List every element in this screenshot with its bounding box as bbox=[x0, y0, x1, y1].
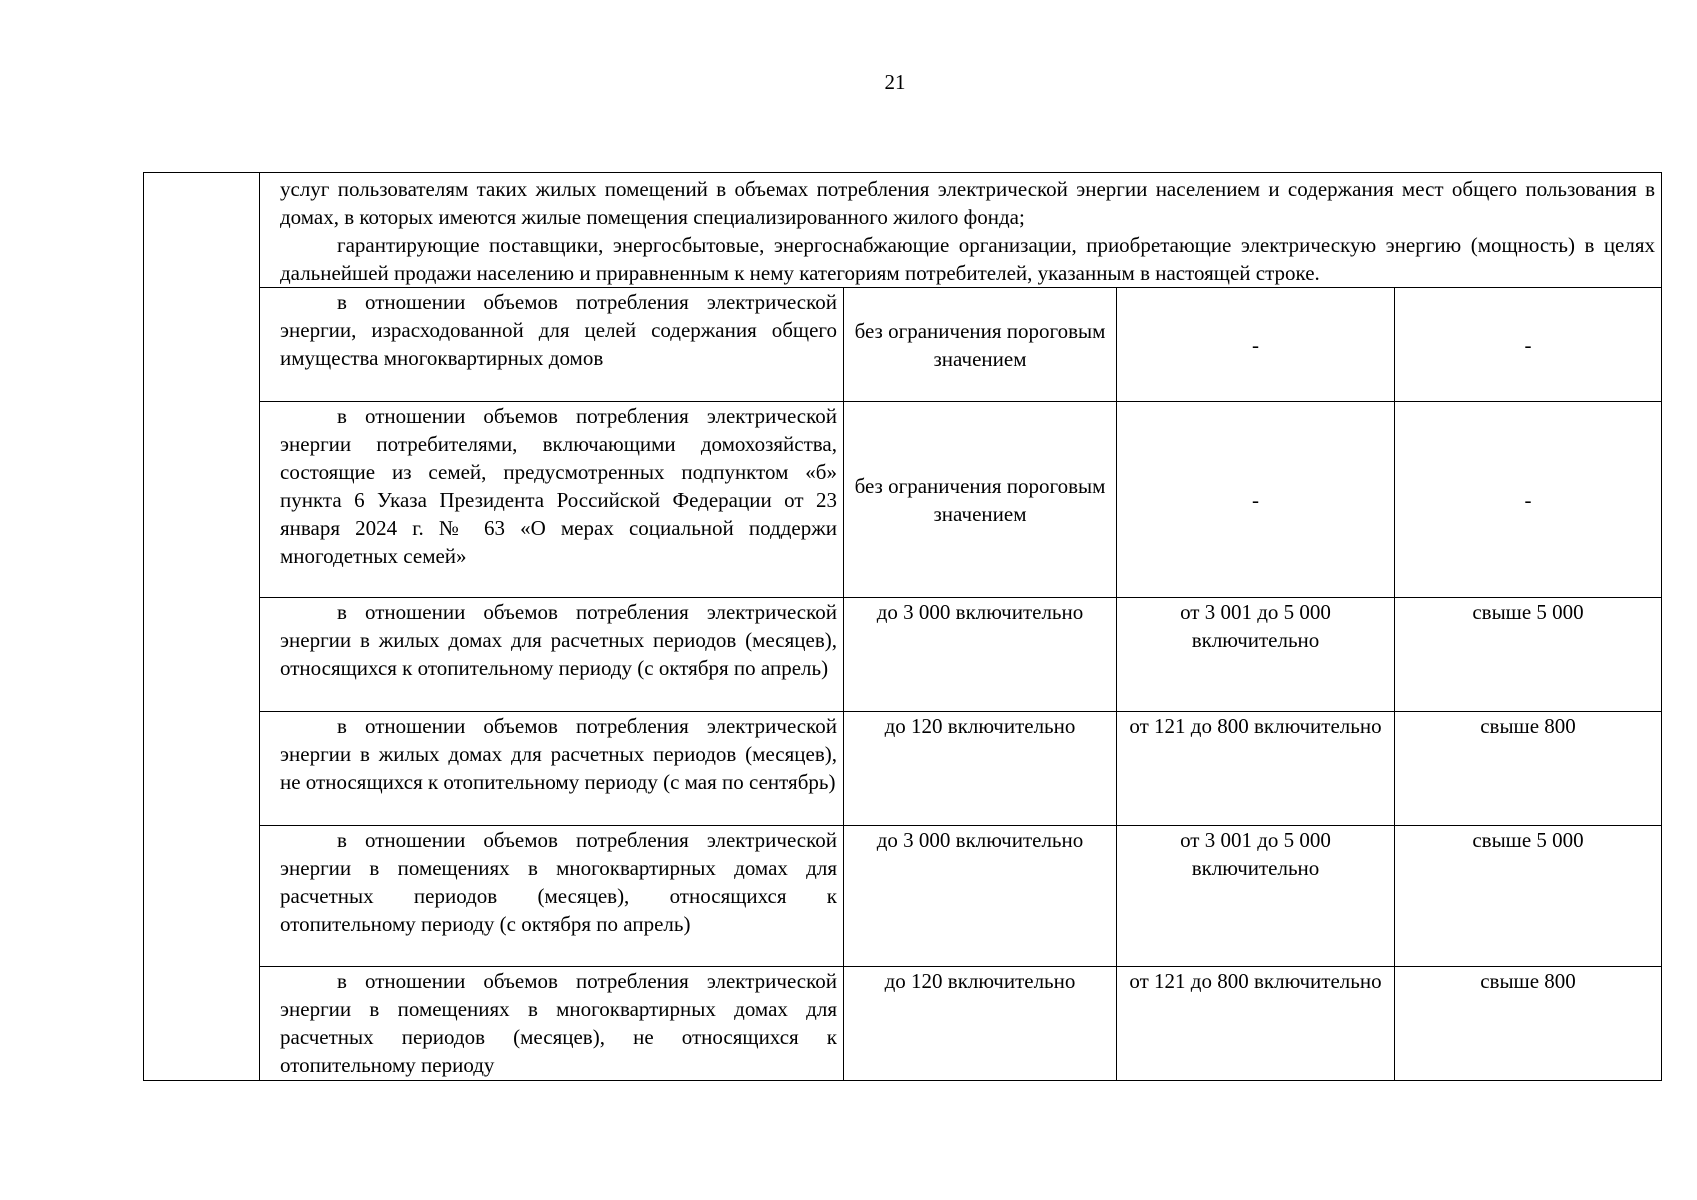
description-cell bbox=[260, 967, 844, 1081]
threshold-cell-1: до 120 включительно bbox=[844, 712, 1117, 826]
table-row bbox=[144, 402, 1662, 598]
threshold-cell-3: свыше 800 bbox=[1395, 712, 1662, 826]
page-number: 21 bbox=[884, 70, 906, 94]
description-text: в отношении объемов потребления электрической энергии потребителями, включающими домохозяйства, состоящие из семей, предусмотренных подпунктом «б» пункта 6 Указа Президента Российской Федерации от 23 января 2024 г. № 63 «О мерах социальной поддержи многодетных семей» bbox=[280, 404, 837, 568]
threshold-cell-2: от 3 001 до 5 000 включительно bbox=[1117, 598, 1395, 712]
tariff-table bbox=[143, 172, 1662, 1081]
description-text: в отношении объемов потребления электрической энергии, израсходованной для целей содержания общего имущества многоквартирных домов bbox=[280, 290, 837, 370]
threshold-cell-1: без ограничения пороговым значением bbox=[844, 402, 1117, 598]
description-cell bbox=[260, 288, 844, 402]
description-text: в отношении объемов потребления электрической энергии в жилых домах для расчетных периодов (месяцев), не относящихся к отопительному периоду (с мая по сентябрь) bbox=[280, 714, 837, 794]
threshold-cell-2: - bbox=[1117, 402, 1395, 598]
threshold-cell-2: от 121 до 800 включительно bbox=[1117, 967, 1395, 1081]
table-row bbox=[144, 598, 1662, 712]
description-cell bbox=[260, 712, 844, 826]
threshold-cell-3: свыше 5 000 bbox=[1395, 826, 1662, 967]
threshold-cell-3: свыше 800 bbox=[1395, 967, 1662, 1081]
description-text: в отношении объемов потребления электрической энергии в помещениях в многоквартирных домах для расчетных периодов (месяцев), не относящихся к отопительному периоду bbox=[280, 969, 837, 1077]
threshold-cell-1: без ограничения пороговым значением bbox=[844, 288, 1117, 402]
table-row bbox=[144, 288, 1662, 402]
threshold-cell-2: от 121 до 800 включительно bbox=[1117, 712, 1395, 826]
table-row bbox=[144, 826, 1662, 967]
threshold-cell-2: от 3 001 до 5 000 включительно bbox=[1117, 826, 1395, 967]
description-text: в отношении объемов потребления электрической энергии в жилых домах для расчетных периодов (месяцев), относящихся к отопительному периоду (с октября по апрель) bbox=[280, 600, 837, 680]
intro-paragraph-2: гарантирующие поставщики, энергосбытовые, энергоснабжающие организации, приобретающие электрическую энергию (мощность) в целях дальнейшей продажи населению и приравненным к нему категориям потребителей, указанным в настоящей строке. bbox=[280, 233, 1656, 285]
description-cell bbox=[260, 826, 844, 967]
intro-row bbox=[144, 173, 1662, 288]
description-cell bbox=[260, 598, 844, 712]
threshold-cell-3: - bbox=[1395, 402, 1662, 598]
intro-paragraph-1: услуг пользователям таких жилых помещений в объемах потребления электрической энергии населением и содержания мест общего пользования в домах, в которых имеются жилые помещения специализированного жилого фонда; bbox=[280, 177, 1656, 229]
intro-cell bbox=[260, 173, 1662, 288]
threshold-cell-3: - bbox=[1395, 288, 1662, 402]
description-text: в отношении объемов потребления электрической энергии в помещениях в многоквартирных домах для расчетных периодов (месяцев), относящихся к отопительному периоду (с октября по апрель) bbox=[280, 828, 837, 936]
description-cell bbox=[260, 402, 844, 598]
threshold-cell-2: - bbox=[1117, 288, 1395, 402]
table-row bbox=[144, 967, 1662, 1081]
threshold-cell-3: свыше 5 000 bbox=[1395, 598, 1662, 712]
threshold-cell-1: до 120 включительно bbox=[844, 967, 1117, 1081]
threshold-cell-1: до 3 000 включительно bbox=[844, 826, 1117, 967]
threshold-cell-1: до 3 000 включительно bbox=[844, 598, 1117, 712]
table-row bbox=[144, 712, 1662, 826]
index-cell bbox=[144, 173, 260, 1081]
